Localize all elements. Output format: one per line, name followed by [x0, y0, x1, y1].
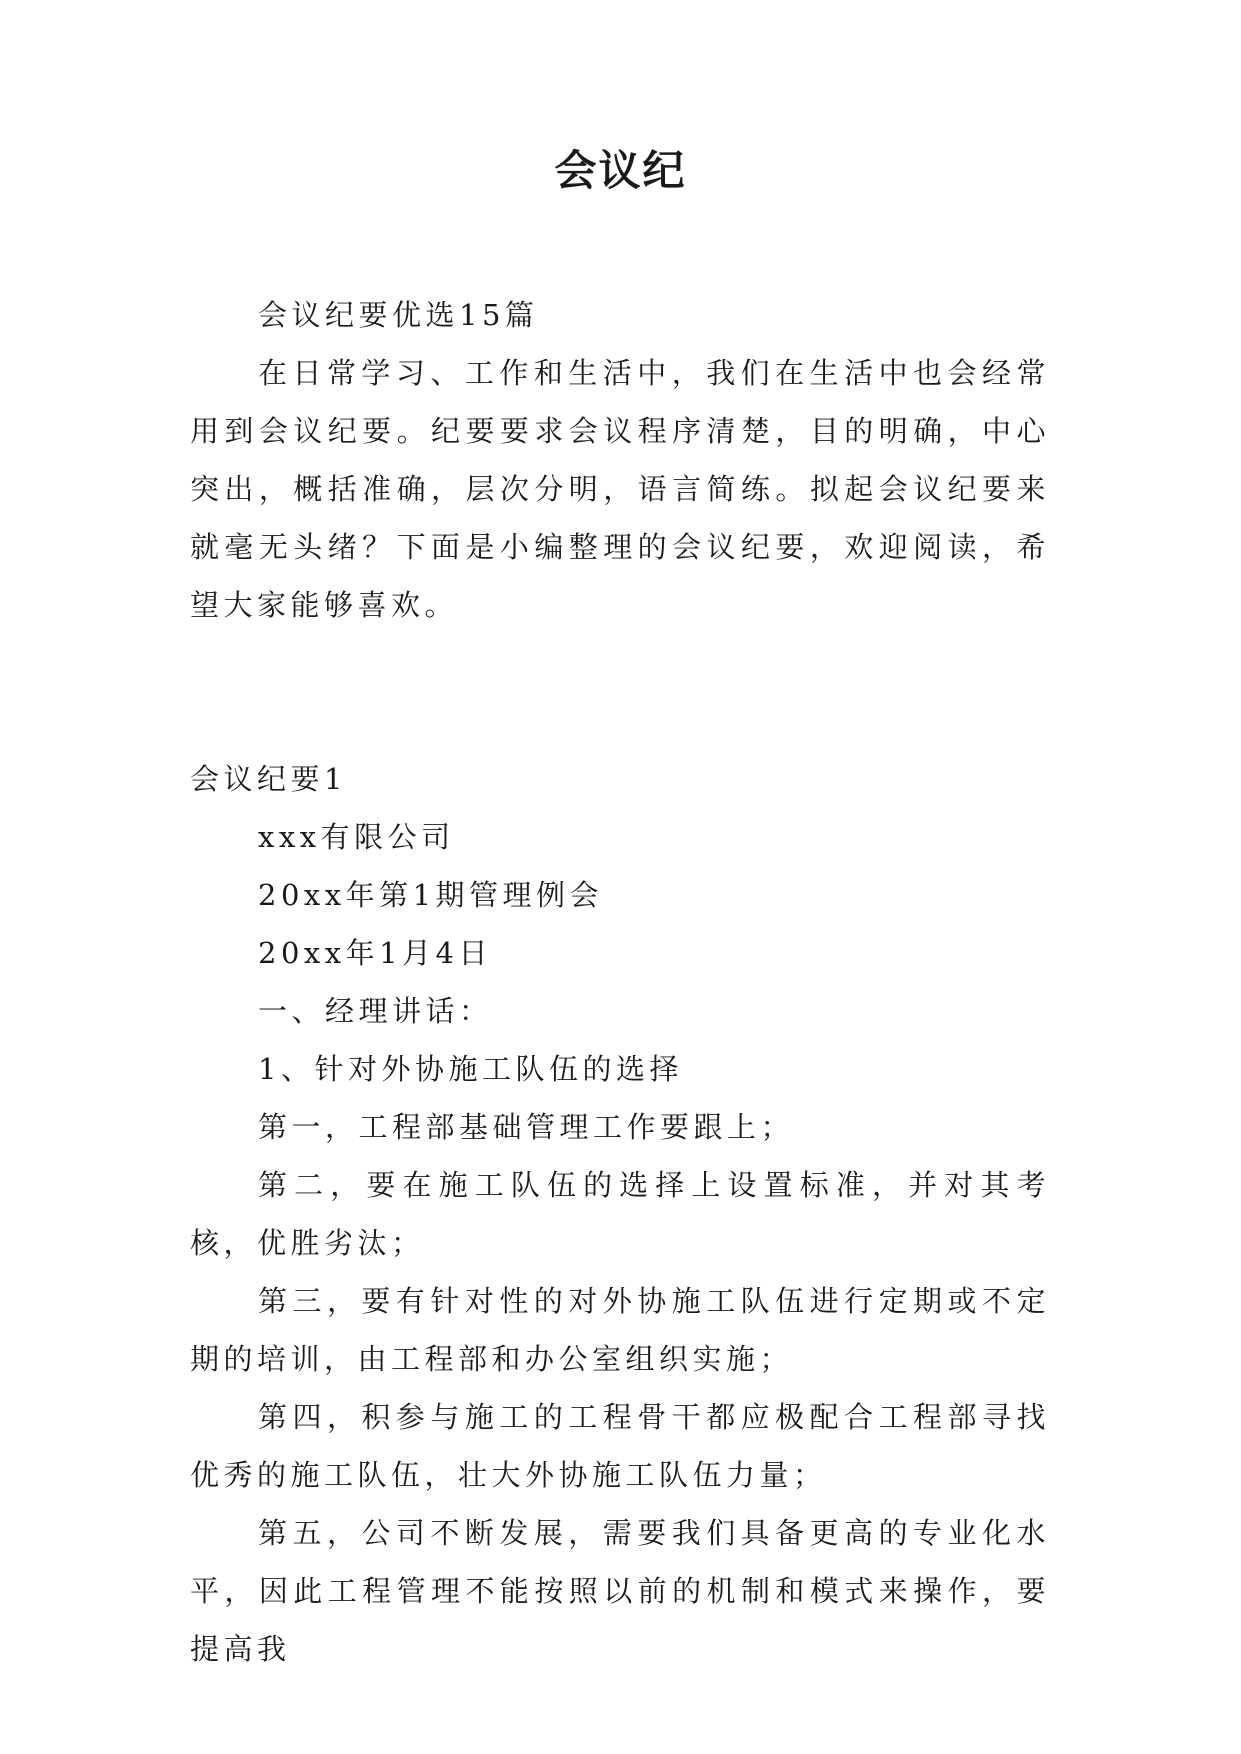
point-paragraph: 第三，要有针对性的对外协施工队伍进行定期或不定期的培训，由工程部和办公室组织实施；: [190, 1284, 1050, 1376]
meeting-name: 20xx年第1期管理例会: [258, 878, 604, 912]
document-subtitle: 会议纪要优选15篇: [258, 298, 539, 332]
document-body: [190, 286, 1050, 1678]
blank-space: [190, 634, 1050, 750]
intro-paragraph: 在日常学习、工作和生活中，我们在生活中也会经常用到会议纪要。纪要要求会议程序清楚，目的明确，中心突出，概括准确，层次分明，语言简练。拟起会议纪要来就毫无头绪？下面是小编整理的会议纪要，欢迎阅读，希望大家能够喜欢。: [190, 356, 1050, 622]
point-paragraph: 第四，积参与施工的工程骨干都应极配合工程部寻找优秀的施工队伍，壮大外协施工队伍力量；: [190, 1400, 1050, 1492]
item-one-heading: 1、针对外协施工队伍的选择: [258, 1052, 683, 1086]
meeting-date: 20xx年1月4日: [258, 936, 493, 970]
document-title: 会议纪: [554, 146, 687, 195]
company-name: xxx有限公司: [258, 820, 455, 854]
point-paragraph: 第一，工程部基础管理工作要跟上；: [258, 1110, 795, 1144]
point-paragraph: 第二，要在施工队伍的选择上设置标准，并对其考核，优胜劣汰；: [190, 1168, 1050, 1260]
point-paragraph: 第五，公司不断发展，需要我们具备更高的专业化水平，因此工程管理不能按照以前的机制和模式来操作，要提高我: [190, 1516, 1050, 1666]
section-heading: 会议纪要1: [190, 762, 347, 796]
part-one-heading: 一、经理讲话：: [258, 994, 493, 1028]
